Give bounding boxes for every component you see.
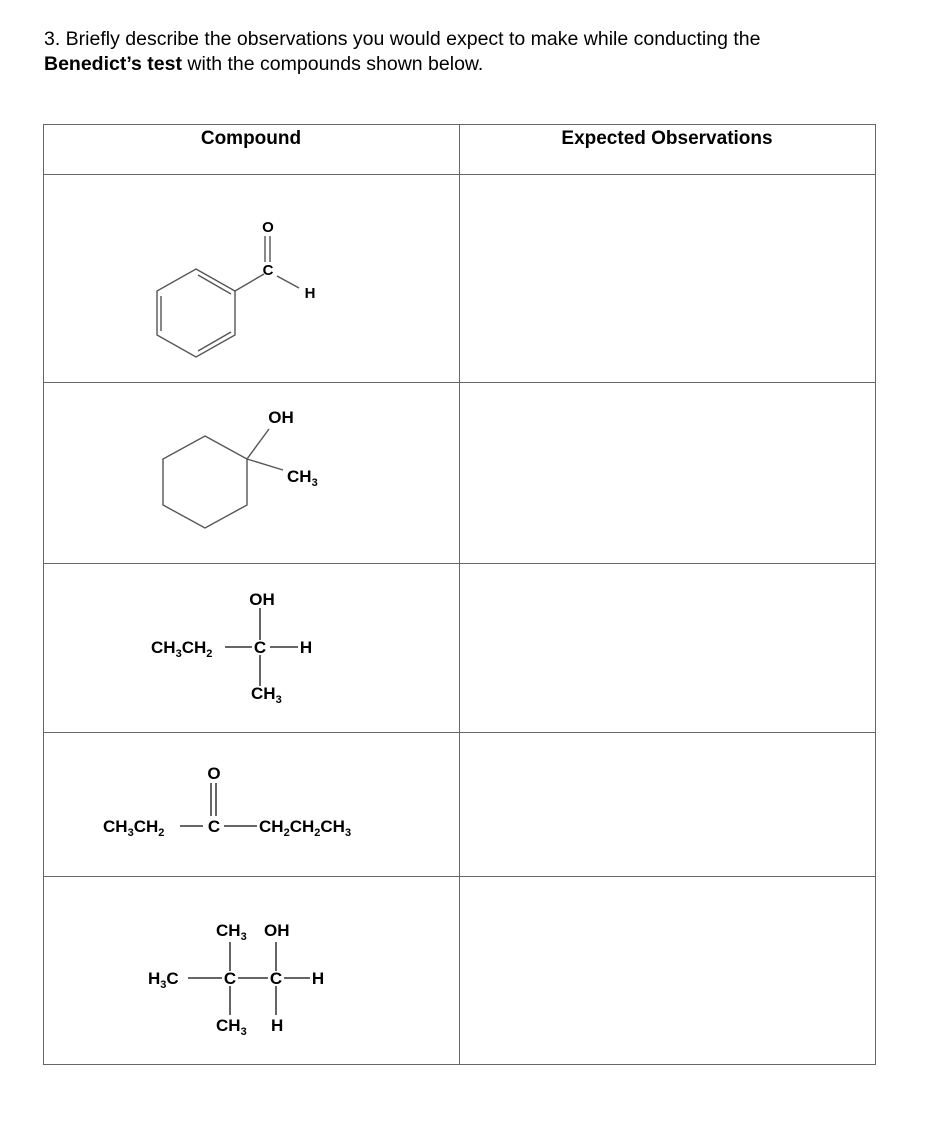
structure-benzaldehyde: [157, 236, 299, 357]
table-grid: [44, 125, 876, 1065]
atom-label: $CH_3CH_2$: [151, 638, 213, 660]
atom-label: $CH_2CH_2CH_3$: [259, 817, 352, 839]
atom-label: $CH_3$: [287, 467, 318, 489]
atom-label: $CH_3CH_2$: [103, 817, 165, 839]
structure-dimethylbutanol: [188, 942, 310, 1015]
atom-label: H: [304, 285, 316, 302]
cyclohexane-ring: [163, 436, 247, 528]
header-compound: Compound: [200, 128, 302, 149]
structure-methylcyclohexanol: [163, 429, 283, 528]
question-prefix: 3. Briefly describe the observations you would expect to make while conducting the: [44, 28, 761, 50]
ring-double-bond: [198, 275, 231, 294]
benzene-ring: [157, 269, 235, 357]
atom-label: H: [271, 1016, 284, 1035]
atom-label: O: [207, 764, 221, 783]
bond-line: [235, 274, 264, 291]
atom-label: H: [299, 638, 313, 657]
atom-label: OH: [264, 921, 290, 940]
atom-label: C: [269, 969, 283, 988]
question-suffix: with the compounds shown below.: [182, 53, 484, 75]
atom-label: C: [207, 817, 221, 836]
atom-label: OH: [268, 408, 294, 427]
question-bold-term: Benedict’s test: [44, 53, 182, 75]
atom-label: $CH_3$: [216, 921, 247, 943]
atom-label: C: [223, 969, 237, 988]
atom-label: $H_3C$: [148, 969, 179, 991]
bond-line: [247, 459, 283, 470]
bond-line: [247, 429, 269, 459]
atom-label: H: [311, 969, 325, 988]
bond-line: [277, 276, 299, 288]
atom-label: OH: [249, 590, 275, 609]
atom-label: C: [262, 262, 274, 279]
atom-label: O: [262, 219, 274, 236]
atom-label: $CH_3$: [251, 684, 282, 706]
atom-label: $CH_3$: [216, 1016, 247, 1038]
ring-double-bond: [198, 332, 231, 351]
header-expected-observations: Expected Observations: [561, 128, 773, 149]
atom-label: C: [253, 638, 267, 657]
